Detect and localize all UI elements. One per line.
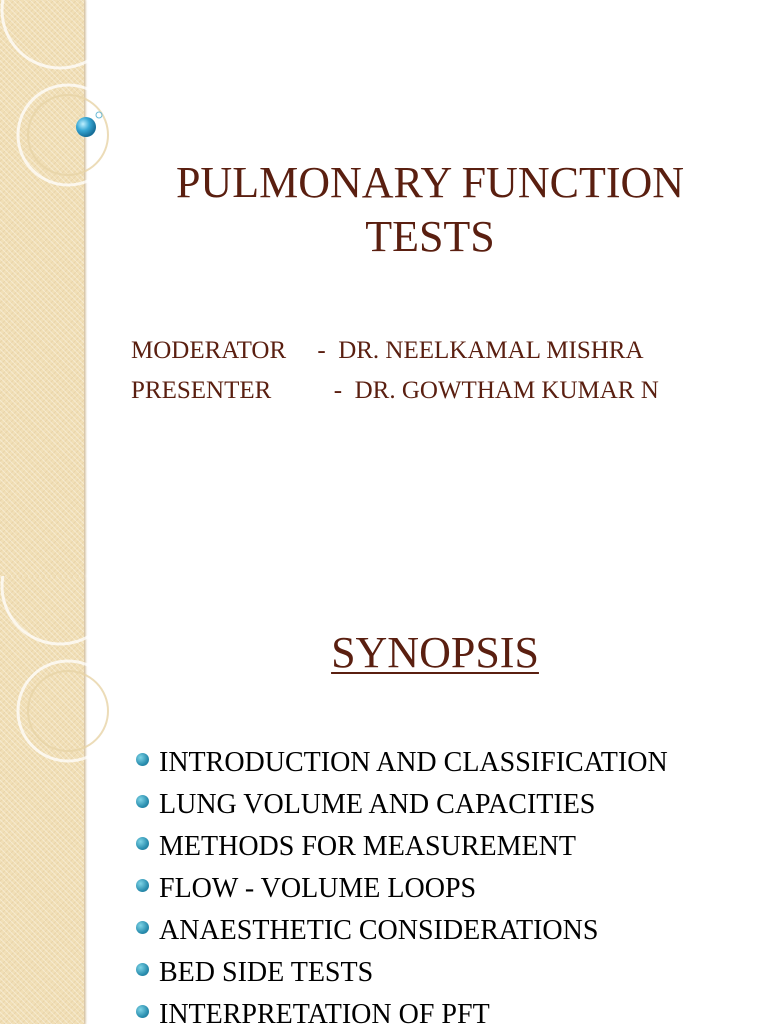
bullet-icon <box>136 1005 149 1018</box>
list-item: LUNG VOLUME AND CAPACITIES <box>136 788 668 830</box>
presenter-role: PRESENTER <box>131 377 272 404</box>
synopsis-heading: SYNOPSIS <box>331 628 539 677</box>
slide-synopsis <box>0 576 768 1024</box>
bullet-icon <box>136 795 149 808</box>
decorative-rings <box>0 576 140 1024</box>
bullet-icon <box>136 963 149 976</box>
title-line-1: PULMONARY FUNCTION <box>175 158 685 207</box>
bullet-icon <box>136 753 149 766</box>
moderator-row <box>131 336 644 366</box>
list-item: INTRODUCTION AND CLASSIFICATION <box>136 746 668 788</box>
list-item: FLOW - VOLUME LOOPS <box>136 872 668 914</box>
bullet-icon <box>136 879 149 892</box>
presenter-row <box>131 376 659 406</box>
presenter-name: DR. GOWTHAM KUMAR N <box>354 377 659 404</box>
list-item: INTERPRETATION OF PFT <box>136 998 668 1024</box>
list-item: METHODS FOR MEASUREMENT <box>136 830 668 872</box>
moderator-name: DR. NEELKAMAL MISHRA <box>338 337 644 364</box>
list-item: ANAESTHETIC CONSIDERATIONS <box>136 914 668 956</box>
page-title <box>130 156 730 264</box>
moderator-separator: - <box>317 337 326 364</box>
decorative-orb-icon <box>0 0 140 576</box>
bullet-icon <box>136 921 149 934</box>
title-line-2: TESTS <box>365 212 495 261</box>
moderator-role: MODERATOR <box>131 337 287 364</box>
presenter-separator: - <box>333 377 343 404</box>
bullet-icon <box>136 837 149 850</box>
list-item: BED SIDE TESTS <box>136 956 668 998</box>
synopsis-list <box>136 746 668 1024</box>
